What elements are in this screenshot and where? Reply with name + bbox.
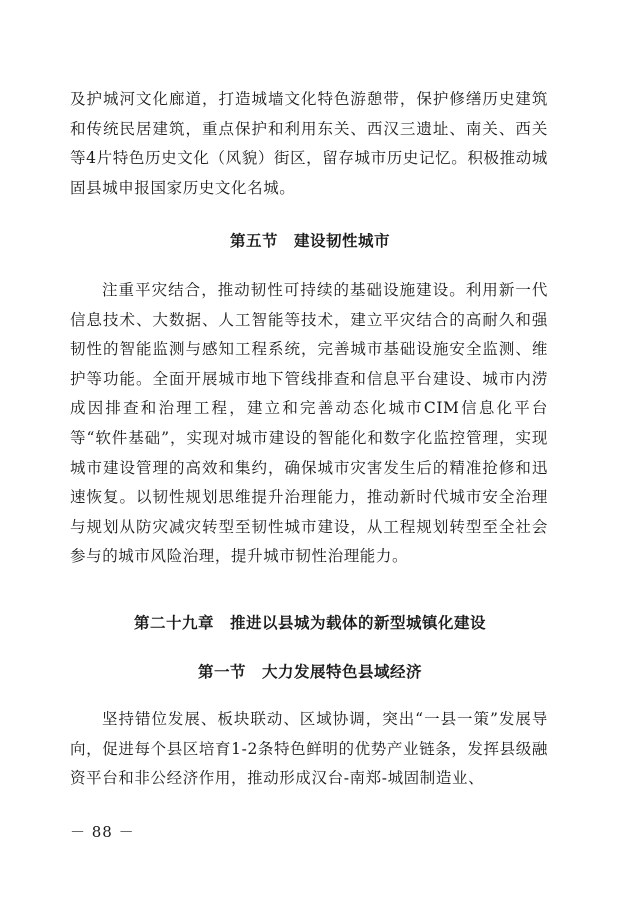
paragraph-county-economy: 坚持错位发展、板块联动、区域协调，突出“一县一策”发展导向，促进每个县区培育1-2条特色鲜明的优势产业链条，发挥县级融资平台和非公经济作用，推动形成汉台-南郑-城固制造业、 [70, 710, 548, 788]
paragraph-resilient-city: 注重平灾结合，推动韧性可持续的基础设施建设。利用新一代信息技术、大数据、人工智能等技术，建立平灾结合的高耐久和强韧性的智能监测与感知工程系统，完善城市基础设施安全监测、维护等功能。全面开展城市地下管线排查和信息平台建设、城市内涝成因排查和治理工程，建立和完善动态化城市CIM信息化平台等“软件基础”，实现对城市建设的智能化和数字化监控管理，实现城市建设管理的高效和集约，确保城市灾害发生后的精准抢修和迅速恢复。以韧性规划思维提升治理能力，推动新时代城市安全治理与规划从防灾减灾转型至韧性城市建设，从工程规划转型至全社会参与的城市风险治理，提升城市韧性治理能力。 [70, 281, 548, 566]
paragraph-historic-culture: 及护城河文化廊道，打造城墙文化特色游憩带，保护修缮历史建筑和传统民居建筑，重点保护和利用东关、西汉三遗址、南关、西关等4片特色历史文化（风貌）街区，留存城市历史记忆。积极推动城固县城申报国家历史文化名城。 [70, 90, 548, 197]
section-heading-resilient-city: 第五节 建设韧性城市 [229, 232, 390, 250]
section-heading-county-economy: 第一节 大力发展特色县域经济 [197, 663, 422, 681]
page-number: － 88 － [70, 823, 135, 841]
chapter-heading-county-urbanization: 第二十九章 推进以县城为载体的新型城镇化建设 [133, 614, 486, 632]
